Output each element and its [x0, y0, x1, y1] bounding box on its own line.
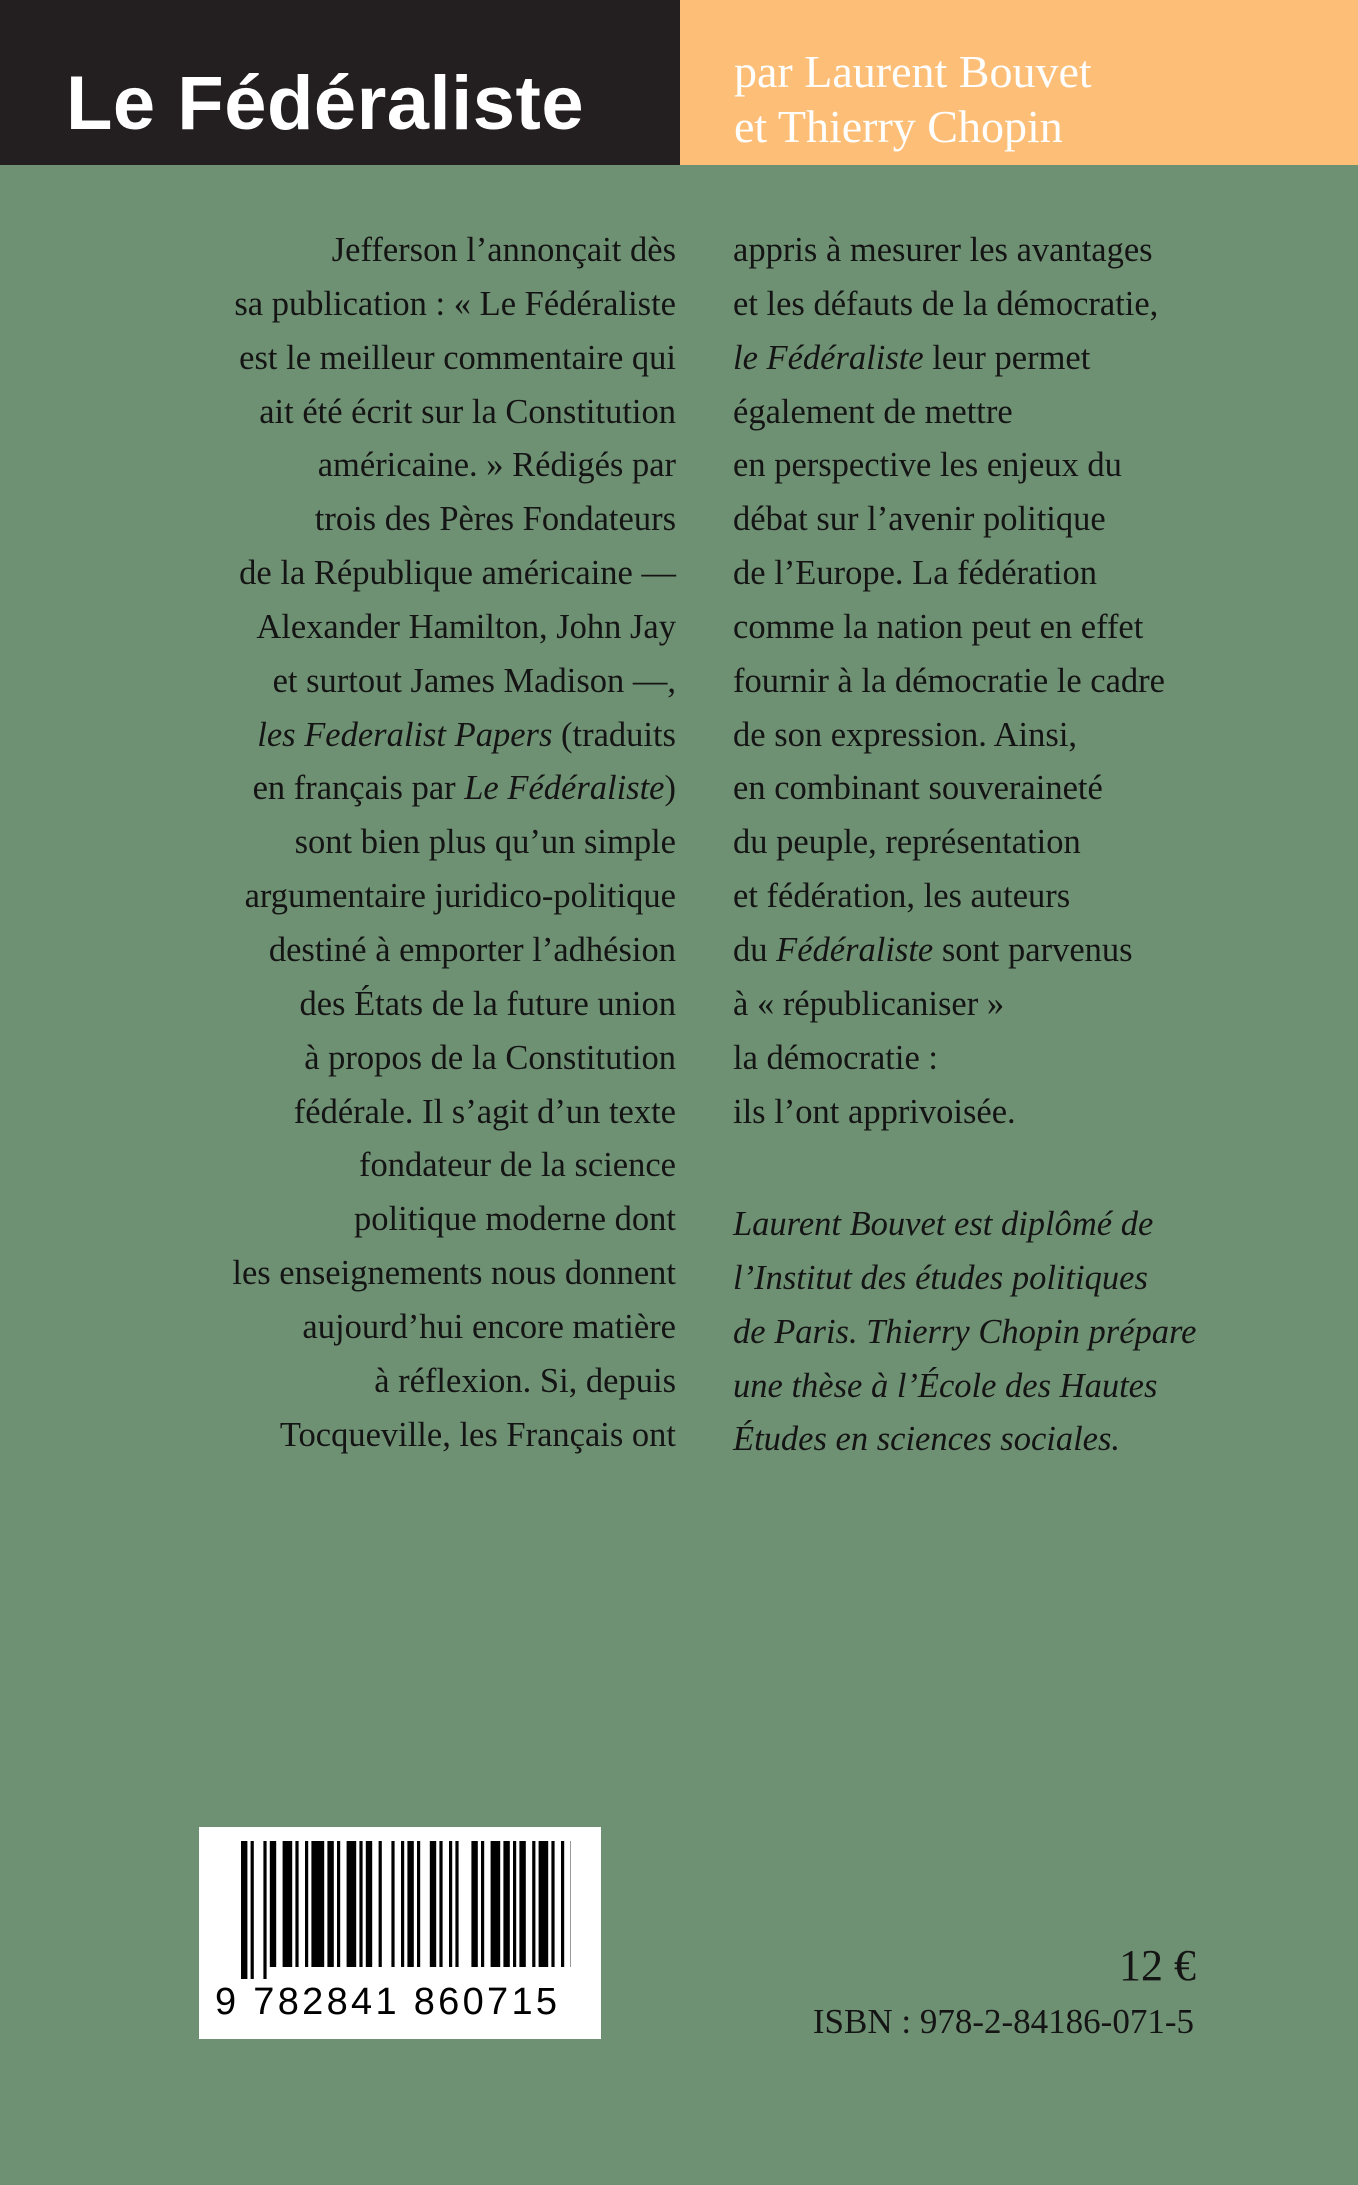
blurb-right-line: en perspective les enjeux du: [733, 446, 1122, 485]
barcode-digits: 9 782841 860715: [215, 1981, 561, 2023]
barcode-bar: [439, 1841, 442, 1967]
barcode-bar: [251, 1841, 254, 1979]
barcode-bar: [519, 1841, 525, 1967]
blurb-right-line: également de mettre: [733, 392, 1013, 431]
barcode: [199, 1827, 601, 2039]
barcode-bar: [481, 1841, 484, 1967]
blurb-left-line: sa publication : « Le Fédéraliste: [234, 284, 676, 323]
barcode-bar: [401, 1841, 404, 1967]
barcode-bars: [241, 1841, 571, 1979]
blurb-left-line: argumentaire juridico-politique: [244, 877, 676, 916]
barcode-bar: [270, 1841, 276, 1967]
price: 12 €: [1119, 1941, 1196, 1990]
blurb-left-line: aujourd’hui encore matière: [302, 1307, 676, 1346]
bio-line: une thèse à l’École des Hautes: [733, 1366, 1158, 1405]
blurb-left-line: des États de la future union: [299, 984, 676, 1023]
blurb-left-line: Tocqueville, les Français ont: [279, 1415, 676, 1454]
blurb-right-line: [733, 924, 1165, 978]
barcode-bar: [449, 1841, 452, 1967]
authors-band: [680, 0, 1358, 165]
text-segment: du: [733, 930, 777, 969]
text-segment: leur permet: [923, 338, 1091, 377]
barcode-bar: [327, 1841, 333, 1967]
blurb-left-line: à propos de la Constitution: [304, 1038, 676, 1077]
text-segment: (traduits: [552, 715, 676, 754]
blurb-right-line: fournir à la démocratie le cadre: [733, 661, 1165, 700]
barcode-bar: [366, 1841, 372, 1967]
book-title: Le Fédéraliste: [66, 61, 585, 146]
blurb-right-line: et les défauts de la démocratie,: [733, 284, 1159, 323]
blurb-left-line: Jefferson l’annonçait dès: [331, 231, 676, 269]
blurb-left-line: américaine. » Rédigés par: [317, 446, 676, 485]
barcode-bar: [513, 1841, 516, 1967]
blurb-right-line: à « républicaniser »: [733, 984, 1005, 1023]
blurb-left-line: de la République américaine —: [239, 554, 676, 593]
blurb-right-line: ils l’ont apprivoisée.: [733, 1092, 1016, 1131]
barcode-bar: [417, 1841, 420, 1967]
barcode-bar: [455, 1841, 458, 1967]
blurb-right-column: [733, 224, 1165, 1139]
blurb-right-line: la démocratie :: [733, 1038, 938, 1077]
barcode-bar: [379, 1841, 382, 1967]
barcode-bar: [359, 1841, 362, 1967]
blurb-right-line: en combinant souveraineté: [733, 769, 1103, 808]
italic-title: Le Fédéraliste: [464, 769, 665, 808]
blurb-left-line: est le meilleur commentaire qui: [239, 338, 676, 377]
barcode-bar: [391, 1841, 394, 1967]
barcode-bar: [305, 1841, 308, 1967]
text-segment: sont parvenus: [933, 930, 1133, 969]
blurb-left-line: fédérale. Il s’agit d’un texte: [293, 1092, 676, 1131]
blurb-left-line: [232, 709, 676, 763]
barcode-bar: [283, 1841, 293, 1967]
blurb-left-line: sont bien plus qu’un simple: [294, 823, 676, 862]
blurb-right-line: comme la nation peut en effet: [733, 607, 1144, 646]
bio-line: Laurent Bouvet est diplômé de: [733, 1205, 1154, 1243]
blurb-left-line: trois des Pères Fondateurs: [314, 500, 676, 539]
blurb-right-line: du peuple, représentation: [733, 823, 1081, 862]
barcode-bar: [311, 1841, 324, 1967]
blurb-left-line: politique moderne dont: [354, 1200, 676, 1239]
text-segment: ): [664, 769, 676, 808]
barcode-bar: [407, 1841, 413, 1967]
barcode-bar: [532, 1841, 535, 1967]
barcode-bar: [471, 1841, 477, 1967]
blurb-left-line: et surtout James Madison —,: [272, 661, 676, 700]
blurb-right-line: de son expression. Ainsi,: [733, 715, 1078, 754]
blurb-right-line: de l’Europe. La fédération: [733, 554, 1097, 593]
title-band: [0, 0, 680, 165]
barcode-bar: [539, 1841, 549, 1967]
blurb-left-line: les enseignements nous donnent: [232, 1254, 676, 1293]
bio-line: de Paris. Thierry Chopin prépare: [733, 1312, 1197, 1351]
barcode-bar: [491, 1841, 501, 1967]
text-segment: en français par: [252, 769, 465, 808]
italic-title: Fédéraliste: [776, 930, 934, 969]
barcode-bar: [295, 1841, 298, 1967]
authors: [734, 44, 1092, 154]
blurb-left-line: ait été écrit sur la Constitution: [259, 392, 676, 431]
barcode-bar: [263, 1841, 266, 1979]
blurb-right-line: [733, 332, 1165, 386]
barcode-bar: [241, 1841, 247, 1979]
author-bio: [733, 1198, 1197, 1467]
barcode-bar: [551, 1841, 554, 1967]
blurb-left-column: [232, 224, 676, 1462]
blurb-left-line: destiné à emporter l’adhésion: [268, 930, 676, 969]
blurb-left-line: fondateur de la science: [358, 1146, 676, 1185]
blurb-right-line: et fédération, les auteurs: [733, 877, 1071, 916]
barcode-bar: [561, 1841, 564, 1967]
blurb-right-line: débat sur l’avenir politique: [733, 500, 1106, 539]
blurb-left-line: [232, 762, 676, 816]
authors-line: par Laurent Bouvet: [734, 46, 1092, 97]
barcode-bar: [503, 1841, 509, 1967]
italic-title: le Fédéraliste: [733, 338, 924, 377]
bio-line: Études en sciences sociales.: [733, 1420, 1121, 1459]
italic-title: les Federalist Papers: [257, 715, 553, 754]
authors-line: et Thierry Chopin: [734, 101, 1063, 152]
bio-line: l’Institut des études politiques: [733, 1258, 1148, 1297]
blurb-left-line: Alexander Hamilton, John Jay: [256, 607, 676, 646]
barcode-bar: [337, 1841, 340, 1967]
isbn: ISBN : 978-2-84186-071-5: [812, 2002, 1194, 2041]
barcode-bar: [430, 1841, 436, 1967]
blurb-right-line: appris à mesurer les avantages: [733, 231, 1153, 269]
blurb-left-line: à réflexion. Si, depuis: [374, 1361, 676, 1400]
barcode-bar: [347, 1841, 357, 1967]
